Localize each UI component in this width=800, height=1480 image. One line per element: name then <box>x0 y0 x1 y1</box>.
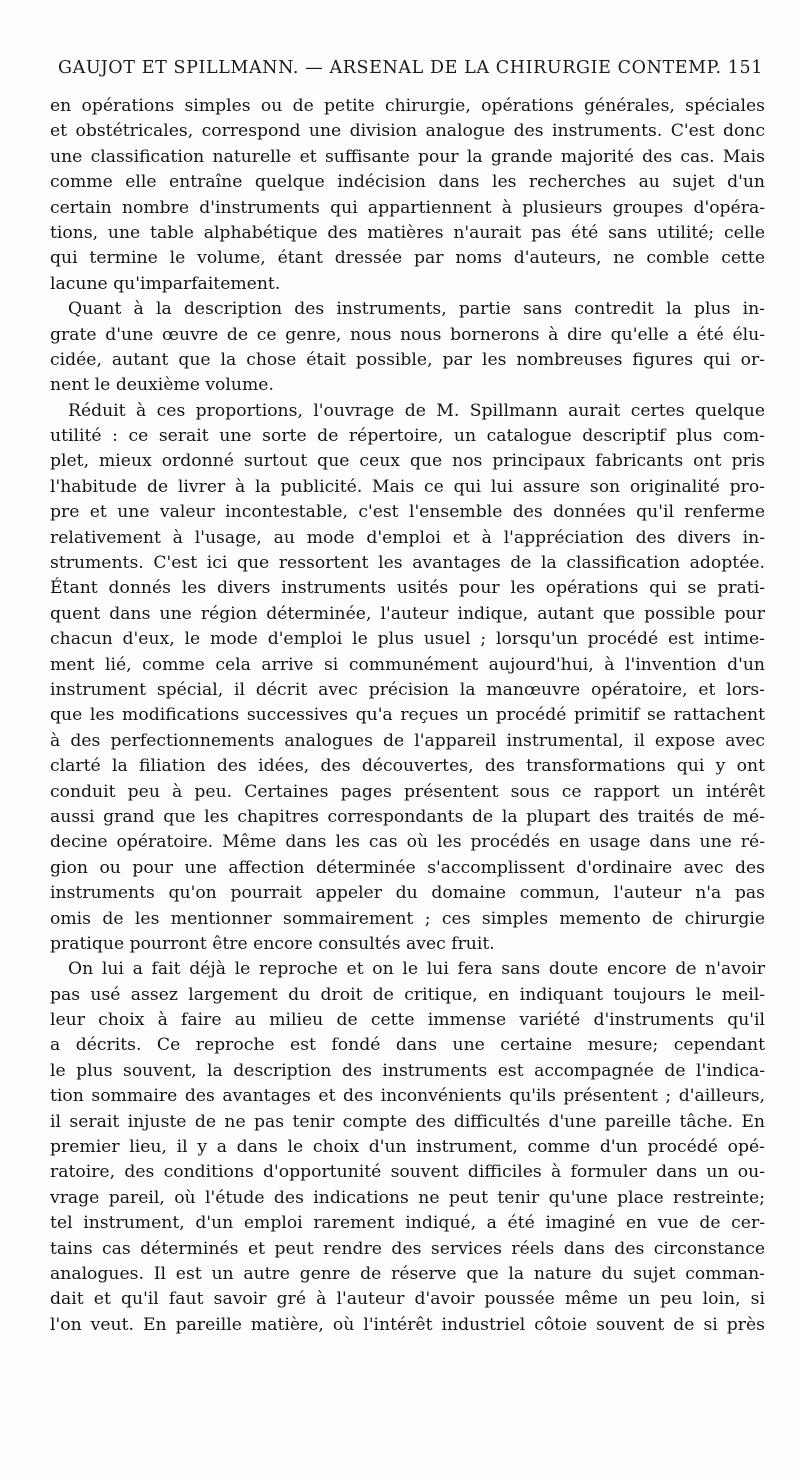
text-line: instruments qu'on pourrait appeler du domaine commun, l'auteur n'a pas <box>50 883 765 904</box>
text-line: et obstétricales, correspond une division analogue des instruments. C'est donc <box>50 121 765 142</box>
text-line: plet, mieux ordonné surtout que ceux que nos principaux fabricants ont pris <box>50 451 765 472</box>
text-line: en opérations simples ou de petite chirurgie, opérations générales, spéciales <box>50 96 765 116</box>
running-head-title: GAUJOT ET SPILLMANN. — ARSENAL DE LA CHIRURGIE CONTEMP. <box>58 58 722 78</box>
text-line: On lui a fait déjà le reproche et on le lui fera sans doute encore de n'avoir <box>68 959 765 980</box>
text-line: utilité : ce serait une sorte de répertoire, un catalogue descriptif plus com- <box>50 426 765 447</box>
text-line: ratoire, des conditions d'opportunité souvent difficiles à formuler dans un ou- <box>50 1162 765 1183</box>
page-number: 151 <box>727 58 763 78</box>
text-line: a décrits. Ce reproche est fondé dans une certaine mesure; cependant <box>50 1035 765 1056</box>
text-line: dait et qu'il faut savoir gré à l'auteur d'avoir poussée même un peu loin, si <box>50 1289 765 1310</box>
text-line: vrage pareil, où l'étude des indications ne peut tenir qu'une place restreinte; <box>50 1187 765 1208</box>
text-line: comme elle entraîne quelque indécision dans les recherches au sujet d'un <box>50 172 765 193</box>
text-line: instrument spécial, il décrit avec précision la manœuvre opératoire, et lors- <box>50 679 765 700</box>
text-line: Quant à la description des instruments, partie sans contredit la plus in- <box>68 299 765 320</box>
text-line: ment lié, comme cela arrive si communément aujourd'hui, à l'invention d'un <box>50 654 765 675</box>
text-line: struments. C'est ici que ressortent les avantages de la classification adoptée. <box>50 553 765 574</box>
text-line: l'habitude de livrer à la publicité. Mais ce qui lui assure son originalité pro- <box>50 476 765 497</box>
text-line: nent le deuxième volume. <box>50 375 274 396</box>
text-line: relativement à l'usage, au mode d'emploi et à l'appréciation des divers in- <box>50 527 765 548</box>
text-line: clarté la filiation des idées, des découvertes, des transformations qui y ont <box>50 756 765 777</box>
text-line: omis de les mentionner sommairement ; ces simples memento de chirurgie <box>50 908 765 929</box>
text-line: à des perfectionnements analogues de l'appareil instrumental, il expose avec <box>50 730 765 751</box>
text-line: decine opératoire. Même dans les cas où les procédés en usage dans une ré- <box>50 832 765 853</box>
running-head <box>58 58 763 88</box>
text-line: que les modifications successives qu'a reçues un procédé primitif se rattachent <box>50 705 765 726</box>
text-line: tains cas déterminés et peut rendre des services réels dans des circonstance <box>50 1238 765 1259</box>
text-line: aussi grand que les chapitres correspondants de la plupart des traités de mé- <box>50 806 765 827</box>
text-line: il serait injuste de ne pas tenir compte des difficultés d'une pareille tâche. En <box>50 1111 765 1132</box>
text-line: tion sommaire des avantages et des inconvénients qu'ils présentent ; d'ailleurs, <box>50 1086 765 1107</box>
text-line: analogues. Il est un autre genre de réserve que la nature du sujet comman- <box>50 1263 765 1284</box>
text-line: lacune qu'imparfaitement. <box>50 273 281 294</box>
text-line: tel instrument, d'un emploi rarement indiqué, a été imaginé en vue de cer- <box>50 1213 765 1234</box>
text-line: quent dans une région déterminée, l'auteur indique, autant que possible pour <box>50 603 765 624</box>
text-line: une classification naturelle et suffisante pour la grande majorité des cas. Mais <box>50 146 765 167</box>
text-line: tions, une table alphabétique des matières n'aurait pas été sans utilité; celle <box>50 222 765 243</box>
text-line: qui termine le volume, étant dressée par noms d'auteurs, ne comble cette <box>50 248 765 269</box>
text-line: cidée, autant que la chose était possible, par les nombreuses figures qui or- <box>50 349 765 370</box>
text-line: leur choix à faire au milieu de cette immense variété d'instruments qu'il <box>50 1010 765 1031</box>
text-line: gion ou pour une affection déterminée s'accomplissent d'ordinaire avec des <box>50 857 765 878</box>
text-line: grate d'une œuvre de ce genre, nous nous bornerons à dire qu'elle a été élu- <box>50 324 765 345</box>
text-line: pratique pourront être encore consultés avec fruit. <box>50 933 495 954</box>
text-line: pre et une valeur incontestable, c'est l'ensemble des données qu'il renferme <box>50 502 765 523</box>
text-line: Réduit à ces proportions, l'ouvrage de M. Spillmann aurait certes quelque <box>68 400 765 421</box>
text-line: premier lieu, il y a dans le choix d'un instrument, comme d'un procédé opé- <box>50 1137 765 1158</box>
text-line: conduit peu à peu. Certaines pages présentent sous ce rapport un intérêt <box>50 781 765 802</box>
body-text <box>50 94 765 1338</box>
text-line: le plus souvent, la description des instruments est accompagnée de l'indica- <box>50 1060 765 1081</box>
text-line: Étant donnés les divers instruments usités pour les opérations qui se prati- <box>50 578 765 599</box>
text-line: certain nombre d'instruments qui appartiennent à plusieurs groupes d'opéra- <box>50 197 765 218</box>
text-line: pas usé assez largement du droit de critique, en indiquant toujours le meil- <box>50 984 765 1005</box>
text-line: l'on veut. En pareille matière, où l'intérêt industriel côtoie souvent de si près <box>50 1314 765 1335</box>
text-line: chacun d'eux, le mode d'emploi le plus usuel ; lorsqu'un procédé est intime- <box>50 629 765 650</box>
